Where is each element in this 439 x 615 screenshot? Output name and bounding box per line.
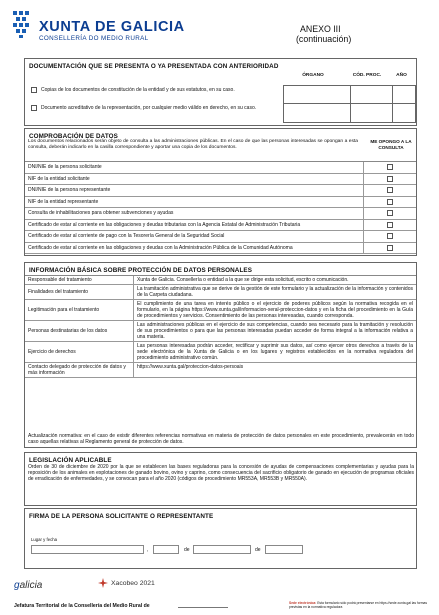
opt-out-checkbox[interactable] [387, 164, 393, 170]
opt-out-header: ME OPONGO A LA CONSULTA [370, 139, 412, 150]
legislation-title: LEGISLACIÓN APLICABLE [29, 457, 112, 464]
documents-section-title: DOCUMENTACIÓN QUE SE PRESENTA O YA PRESENTADA CON ANTERIORIDAD [29, 63, 279, 70]
check-row-cell [364, 208, 416, 219]
privacy-table [25, 275, 416, 378]
xacobeo-label: Xacobeo 2021 [111, 579, 155, 587]
check-row-label: DNI/NIE de la persona representante [25, 185, 364, 196]
check-row [25, 243, 416, 255]
check-row-label: Certificado de estar al corriente de pago con la Tesorería General de la Seguridad Social [25, 231, 364, 242]
doc-item-1-label: Copias de los documentos de constitución de la entidad y de sus estatutos, en su caso. [41, 87, 235, 93]
doc-item-1-checkbox[interactable] [31, 87, 37, 93]
check-row-cell [364, 162, 416, 173]
check-row-label: Certificado de estar al corriente en las obligaciones y deudas tributarias con la Agencia Estatal de Administración Tributaria [25, 220, 364, 231]
column-organ: ÓRGANO [302, 73, 324, 78]
check-row-label: NIF de la entidad representante [25, 197, 364, 208]
privacy-row-key: Ejercicio de derechos [25, 342, 134, 362]
data-checks-section [24, 128, 417, 256]
legislation-text: Orden de 30 de diciembre de 2020 por la que se establecen las bases reguladoras para la concesión de ayudas de compensaciones complementarias y ayudas para la reposición de los animales en explotaciones de ganado bovino, ovino y caprino, como consecuencia del sacrificio obligatorio de ganado en ejecución de programas oficiales de erradicación de enfermedades, y se convocan para el año 2020 (códigos de procedimiento MR553A, MR553B y MR550A). [28, 464, 414, 483]
signature-title: FIRMA DE LA PERSONA SOLICITANTE O REPRESENTANTE [29, 513, 214, 520]
privacy-title: INFORMACIÓN BÁSICA SOBRE PROTECCIÓN DE DATOS PERSONALES [29, 267, 252, 274]
opt-out-checkbox[interactable] [387, 176, 393, 182]
xunta-shield-icon [11, 9, 35, 39]
legislation-section [24, 452, 417, 506]
check-row [25, 185, 416, 197]
privacy-row-key: Responsable del tratamiento [25, 276, 134, 284]
annex-title: ANEXO III [300, 24, 341, 34]
doc-item-2 [31, 105, 271, 111]
privacy-row-value: Las administraciones públicas en el ejercicio de sus competencias, cuando sea necesario para la tramitación y resolución de sus procedimientos o para que las personas interesadas puedan acceder de forma integral a la información relativa a una materia. [137, 322, 413, 340]
xacobeo-cross-icon [98, 578, 108, 588]
column-year: AÑO [396, 73, 407, 78]
privacy-row [25, 300, 416, 321]
documents-section [24, 58, 417, 126]
annex-subtitle: (continuación) [296, 34, 352, 44]
galicia-logo-prefix: g [14, 580, 20, 591]
check-row-label: DNI/NIE de la persona solicitante [25, 162, 364, 173]
place-input[interactable] [31, 545, 144, 554]
privacy-row-key: Personas destinatarias de los datos [25, 321, 134, 341]
opt-out-checkbox[interactable] [387, 199, 393, 205]
check-row-cell [364, 174, 416, 185]
privacy-footnote: Actualización normativa: en el caso de existir diferentes referencias normativas en materia de protección de datos personales en este procedimiento, prevalecerán en todo caso aquellas relativas al Reglamento general de protección de datos. [28, 433, 414, 445]
check-row [25, 197, 416, 209]
privacy-row [25, 276, 416, 285]
privacy-row-key: Legitimación para el tratamiento [25, 300, 134, 320]
check-row [25, 174, 416, 186]
documents-columns [280, 71, 417, 81]
check-row [25, 220, 416, 232]
doc-item-1 [31, 87, 271, 93]
day-input[interactable] [153, 545, 179, 554]
xacobeo-logo [98, 578, 155, 588]
privacy-row [25, 285, 416, 300]
place-date-label: Lugar y fecha [31, 537, 58, 542]
privacy-row-value: https://www.xunta.gal/proteccion-datos-persoais [137, 364, 244, 370]
privacy-row [25, 363, 416, 378]
opt-out-checkbox[interactable] [387, 222, 393, 228]
department-name: CONSELLERÍA DO MEDIO RURAL [39, 35, 149, 42]
doc-row-2-fields[interactable] [283, 104, 416, 123]
privacy-row-key: Contacto delegado de protección de datos y más información [25, 363, 134, 377]
sede-label: Sede electrónica: [289, 601, 317, 605]
doc-item-2-checkbox[interactable] [31, 105, 37, 111]
check-row-cell [364, 231, 416, 242]
check-row-label: NIF de la entidad solicitante [25, 174, 364, 185]
sede-note [289, 601, 429, 609]
check-row-label: Certificado de estar al corriente en las obligaciones y deudas con la Administración Pública de la Comunidad Autónoma [25, 243, 364, 254]
privacy-row-value: El cumplimiento de una tarea en interés público o el ejercicio de poderes públicos según la normativa recogida en el formulario, en la página https://www.xunta.gal/informacion-xeral-proteccion-datos y en la ficha del procedimiento en la Guía de procedimientos y servicios. Consentimiento de las personas interesadas, cuando corresponda. [137, 301, 413, 319]
galicia-logo-rest: alicia [19, 580, 43, 591]
privacy-row-value: Xunta de Galicia. Consellería o entidad a la que se dirige esta solicitud, escrito o comunicación. [137, 277, 349, 283]
sep-de-2: de [255, 547, 261, 553]
check-row-label: Consulta de inhabilitaciones para obtener subvenciones y ayudas [25, 208, 364, 219]
sep-de-1: de [184, 547, 190, 553]
check-row-cell [364, 197, 416, 208]
opt-out-checkbox[interactable] [387, 233, 393, 239]
check-row [25, 231, 416, 243]
xunta-logo [11, 9, 211, 45]
check-row-cell [364, 243, 416, 254]
data-checks-title: COMPROBACIÓN DE DATOS [29, 133, 118, 140]
check-row [25, 162, 416, 174]
doc-item-2-label: Documento acreditativo de la representación, por cualquier medio válido en derecho, en su caso. [41, 105, 257, 111]
privacy-row-key: Finalidades del tratamiento [25, 285, 134, 299]
signature-section [24, 508, 417, 569]
doc-row-1-fields[interactable] [283, 85, 416, 104]
sede-text: Esta formulario sólo podrá presentarse en https://sede.xunta.gal las formas previstas en la normativa reguladora [289, 601, 428, 609]
check-row [25, 208, 416, 220]
month-input[interactable] [193, 545, 251, 554]
privacy-row [25, 321, 416, 342]
sep-comma: , [147, 547, 149, 553]
data-checks-intro: Los documentos relacionados serán objeto de consulta a las administraciones públicas. En el caso de que las personas interesadas se opongan a esta consulta, deberán indicarlo en la casilla correspondiente y aportar una copia de los documentos. [28, 139, 358, 150]
data-checks-table [25, 161, 416, 254]
org-name: XUNTA DE GALICIA [39, 19, 185, 35]
privacy-row-value: La tramitación administrativa que se derive de la gestión de este formulario y la actualización de la información y contenidos de la Carpeta ciudadana. [137, 286, 413, 298]
opt-out-checkbox[interactable] [387, 245, 393, 251]
galicia-logo [14, 580, 42, 591]
annex-heading [296, 24, 420, 44]
check-row-cell [364, 185, 416, 196]
privacy-row [25, 342, 416, 363]
check-row-cell [364, 220, 416, 231]
office-input[interactable] [178, 607, 228, 608]
opt-out-checkbox[interactable] [387, 187, 393, 193]
office-label: Jefatura Territorial de la Consellería del Medio Rural de [14, 603, 150, 609]
opt-out-checkbox[interactable] [387, 210, 393, 216]
year-input[interactable] [265, 545, 303, 554]
column-proc-code: CÓD. PROC. [352, 73, 382, 78]
privacy-row-value: Las personas interesadas podrán acceder, rectificar y suprimir sus datos, así como ejercer otros derechos a través de la sede electrónica de la Xunta de Galicia o en los lugares y registros establecidos en la normativa reguladora del procedimiento administrativo común. [137, 343, 413, 361]
privacy-section [24, 262, 417, 448]
